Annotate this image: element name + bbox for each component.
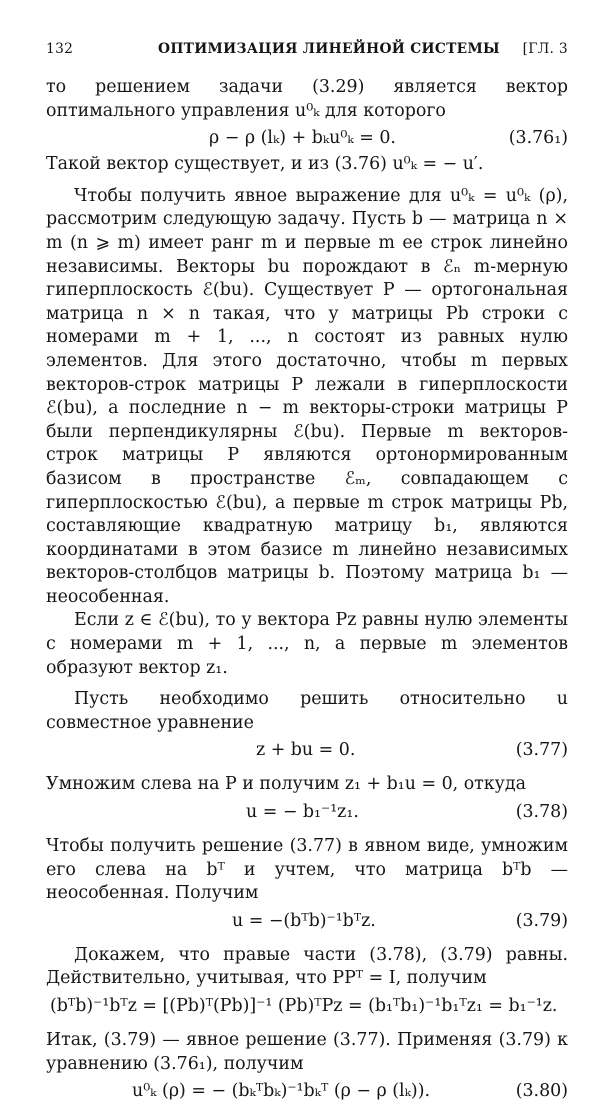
equation-formula: (bᵀb)⁻¹bᵀz = [(Pb)ᵀ(Pb)]⁻¹ (Pb)ᵀPz = (b₁ᵀb₁)⁻¹b₁ᵀz₁ = b₁⁻¹z. (50, 996, 558, 1016)
equation-formula: u = − b₁⁻¹z₁. (246, 802, 359, 823)
paragraph-2: Такой вектор существует, и из (3.76) u⁰ₖ = − u′. (46, 154, 484, 175)
page-number: 132 (46, 41, 74, 57)
paragraph-1: то решением задачи (3.29) является вектор оптимального управления u⁰ₖ для которого (46, 77, 568, 121)
equation-formula: u = −(bᵀb)⁻¹bᵀz. (232, 910, 376, 931)
paragraph-3: Чтобы получить явное выражение для u⁰ₖ = u⁰ₖ (ρ), рассмотрим следующую задачу. Пусть b — матрица n × m (n ⩾ m) имеет ранг m и первые m ее строк линейно независимы. Векторы bu порождают в ℰₙ m-мерную гиперплоскость ℰ(bu). Существует P — ортогональная матрица n × n такая, что у матрицы Pb строки с номерами m + 1, ..., n состоят из равных нулю элементов. Для этого достаточно, чтобы m первых векторов-строк матрицы P лежали в гиперплоскости ℰ(bu), а последние n − m векторы-строки матрицы P были перпендикулярны ℰ(bu). Первые m векторов-строк матрицы P являются ортонормированным базисом в пространстве ℰₘ, совпадающем с гиперплоскостью ℰ(bu), а первые m строк матрицы Pb, составляющие квадратную матрицу b₁, являются координатами в этом базисе m линейно независимых векторов-столбцов матрицы b. Поэтому матрица b₁ — неособенная. (46, 185, 568, 607)
paragraph-7: Чтобы получить решение (3.77) в явном виде, умножим его слева на bᵀ и учтем, что матрица bᵀb — неособенная. Получим (46, 836, 568, 904)
equation-3-80 (46, 1076, 568, 1106)
equation-formula: ρ − ρ (lₖ) + bₖu⁰ₖ = 0. (209, 128, 396, 149)
equation-formula: u⁰ₖ (ρ) = − (bₖᵀbₖ)⁻¹bₖᵀ (ρ − ρ (lₖ)). (132, 1081, 431, 1102)
running-title: ОПТИМИЗАЦИЯ ЛИНЕЙНОЙ СИСТЕМЫ (158, 41, 500, 57)
equation-3-78 (46, 797, 568, 827)
equation-proof (46, 991, 568, 1021)
equation-3-79 (46, 906, 568, 936)
page-body (46, 76, 568, 1106)
paragraph-4: Если z ∈ ℰ(bu), то у вектора Pz равны нулю элементы с номерами m + 1, ..., n, а первые m элементов образуют вектор z₁. (46, 610, 568, 678)
equation-3-76-1 (46, 123, 568, 153)
equation-number: (3.76₁) (508, 128, 568, 149)
paragraph-5: Пусть необходимо решить относительно u совместное уравнение (46, 689, 568, 733)
equation-number: (3.80) (515, 1081, 568, 1102)
equation-number: (3.79) (515, 910, 568, 931)
equation-3-77 (46, 735, 568, 765)
paragraph-6: Умножим слева на P и получим z₁ + b₁u = 0, откуда (46, 774, 526, 795)
equation-number: (3.77) (515, 740, 568, 761)
equation-formula: z + bu = 0. (256, 740, 356, 761)
running-header (46, 38, 568, 62)
paragraph-9: Итак, (3.79) — явное решение (3.77). Применяя (3.79) к уравнению (3.76₁), получим (46, 1030, 568, 1074)
paragraph-8: Докажем, что правые части (3.78), (3.79) равны. Действительно, учитывая, что PPᵀ = I, получим (46, 944, 568, 989)
chapter-marker: [ГЛ. 3 (522, 41, 568, 57)
equation-number: (3.78) (515, 802, 568, 823)
